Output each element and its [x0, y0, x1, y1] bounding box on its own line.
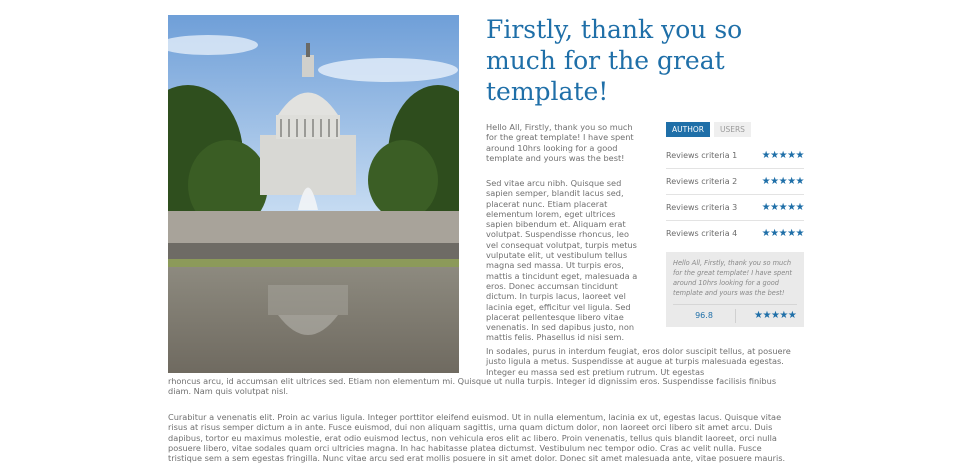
summary-quote: Hello All, Firstly, thank you so much for the great template! I have spent around 10hrs looking for a good template and yours was the best! — [673, 258, 797, 305]
criteria-label: Reviews criteria 2 — [666, 177, 738, 186]
star-icon: ★ — [779, 310, 788, 321]
star-icon: ★ — [795, 227, 804, 239]
criteria-row — [666, 221, 804, 246]
star-icon: ★ — [778, 149, 788, 161]
criteria-row — [666, 169, 804, 195]
star-icon: ★ — [770, 227, 779, 239]
star-icon: ★ — [795, 175, 804, 187]
star-icon: ★ — [787, 201, 796, 213]
body-paragraph-3-continued: rhoncus arcu, id accumsan elit ultrices sed. Etiam non elementum mi. Quisque ut nulla turpis. Integer id dignissim eros. Suspendisse facilisis finibus diam. Nam quis volutpat nisl. — [168, 376, 777, 397]
star-icon: ★ — [787, 175, 796, 187]
star-icon: ★ — [770, 310, 780, 321]
capitol-building-photo — [168, 15, 459, 373]
criteria-label: Reviews criteria 4 — [666, 229, 738, 238]
criteria-row — [666, 195, 804, 221]
star-icon: ★ — [787, 310, 797, 321]
body-paragraph-2: Sed vitae arcu nibh. Quisque sed sapien semper, blandit lacus sed, placerat nunc. Etiam placerat elementum lorem, eget ultrices sapien bibendum et. Aliquam erat volutpat. Suspendisse rhoncus, leo vel consequat volutpat, turpis metus vulputate elit, ut vestibulum tellus magna sed massa. Ut turpis eros, mattis a tincidunt eget, malesuada a eros. Donec accumsan tincidunt dictum. In turpis lacus, laoreet vel lacinia eget, efficitur vel ligula. Sed placerat pellentesque libero vitae venenatis. In sed dapibus justo, non mattis felis. Phasellus id nisi sem. — [486, 178, 638, 343]
star-icon: ★ — [770, 149, 779, 161]
overall-star-rating — [754, 311, 796, 321]
review-summary — [666, 252, 804, 327]
star-rating — [762, 151, 804, 161]
body-paragraph-4: Curabitur a venenatis elit. Proin ac varius ligula. Integer porttitor eleifend euismod. Ut in nulla elementum, lacinia ex ut, egestas lacus. Quisque vitae risus at risus semper dictum a in ante. Fusce euismod, dui non aliquam sagittis, urna quam dictum dolor, non laoreet orci libero sit amet arcu. Duis dapibus, tortor eu maximus molestie, erat odio euismod lectus, non vehicula eros elit ac libero. Proin venenatis, tellus quis blandit laoreet, orci nulla posuere libero, vitae sodales quam orci ultricies magna. In hac habitasse platea dictumst. Vestibulum nec tempor odio. Cras ac velit nulla. Fusce tristique sem a sem egestas fringilla. Nunc vitae arcu sed erat mollis posuere in sit amet dolor. Donec sit amet malesuada ante, vitae posuere mauris. — [168, 412, 786, 464]
star-icon: ★ — [761, 201, 771, 213]
star-icon: ★ — [770, 201, 779, 213]
star-icon: ★ — [754, 310, 763, 321]
tab-users[interactable]: USERS — [714, 122, 751, 137]
star-rating — [762, 203, 804, 213]
page-title: Firstly, thank you so much for the great template! — [486, 15, 743, 106]
star-icon: ★ — [761, 175, 771, 187]
review-tabs — [666, 122, 804, 137]
star-icon: ★ — [762, 310, 771, 321]
criteria-label: Reviews criteria 1 — [666, 151, 738, 160]
star-rating — [762, 229, 804, 239]
intro-paragraph: Hello All, Firstly, thank you so much for the great template! I have spent around 10hrs looking for a good template and yours was the best! — [486, 122, 634, 163]
star-icon: ★ — [795, 149, 804, 161]
star-icon: ★ — [787, 227, 796, 239]
article-photo — [168, 15, 459, 373]
criteria-list — [666, 143, 804, 246]
summary-footer — [673, 305, 797, 327]
body-paragraph-3: In sodales, purus in interdum feugiat, eros dolor suscipit tellus, at posuere justo ligula a metus. Suspendisse at augue at turpis malesuada egestas. Integer eu massa sed est pretium rutrum. Ut egestas — [486, 346, 791, 377]
criteria-row — [666, 143, 804, 169]
overall-score: 96.8 — [673, 309, 736, 323]
star-icon: ★ — [770, 175, 779, 187]
star-icon: ★ — [787, 149, 796, 161]
star-icon: ★ — [778, 201, 788, 213]
criteria-label: Reviews criteria 3 — [666, 203, 738, 212]
review-panel — [666, 122, 804, 327]
star-icon: ★ — [778, 227, 788, 239]
tab-author[interactable]: AUTHOR — [666, 122, 710, 137]
star-icon: ★ — [778, 175, 788, 187]
star-icon: ★ — [761, 227, 771, 239]
star-icon: ★ — [761, 149, 771, 161]
star-icon: ★ — [795, 201, 804, 213]
star-rating — [762, 177, 804, 187]
